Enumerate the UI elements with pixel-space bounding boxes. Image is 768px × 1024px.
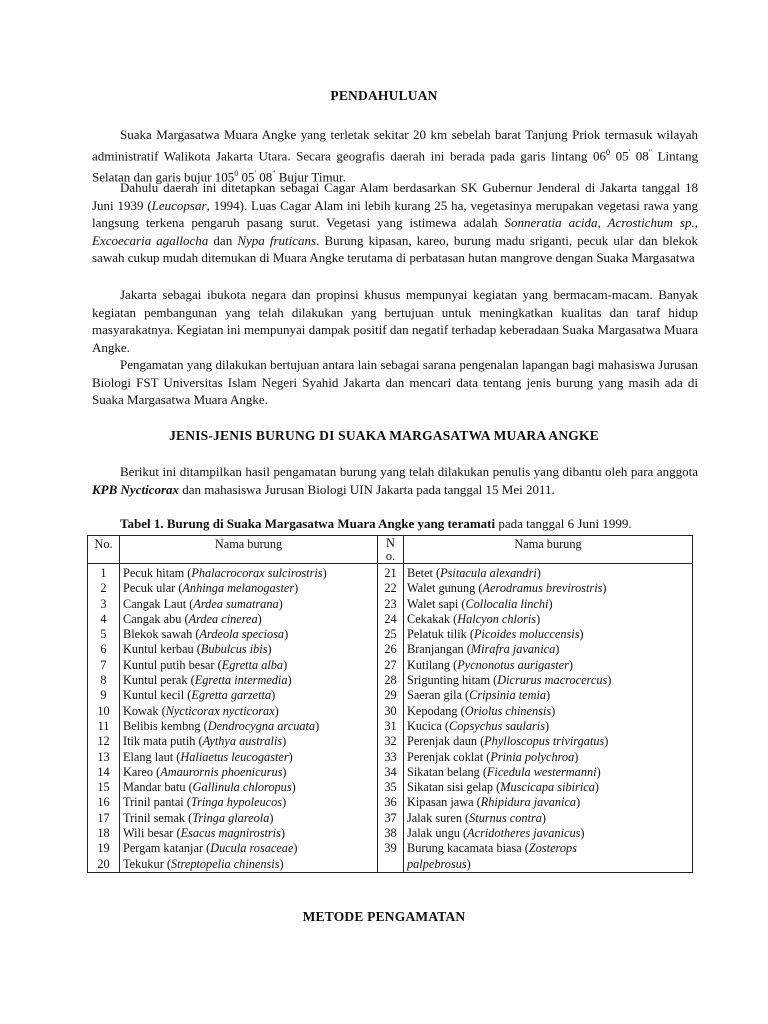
bird-entry: Cekakak (Halcyon chloris) [407, 611, 541, 626]
bird-entry: Kuntul kecil (Egretta garzetta) [123, 688, 276, 703]
header-nama-burung: Nama burung [120, 536, 378, 564]
row-number: 22 [384, 581, 397, 596]
row-number: 29 [384, 688, 397, 703]
bird-entry: Mandar batu (Gallinula chloropus) [123, 780, 296, 795]
row-number: 9 [100, 688, 107, 703]
row-number: 31 [384, 718, 397, 733]
row-number: 5 [100, 627, 107, 642]
row-number: 6 [100, 642, 107, 657]
intro-paragraph-2: Dahulu daerah ini ditetapkan sebagai Cagar Alam berdasarkan SK Gubernur Jenderal di Jakarta tanggal 18 Juni 1939 (Leucopsar, 1994). Luas Cagar Alam ini lebih kurang 25 ha, vegetasinya merupakan vegetasi rawa yang langsung terkena pengaruh pasang surut. Vegetasi yang istimewa adalah Sonneratia acida, Acrostichum sp., Excoecaria agallocha dan Nypa fruticans. Burung kipasan, kareo, burung madu sriganti, pecuk ular dan blekok sawah cukup mudah ditemukan di Muara Angke terutama di perbatasan hutan mangrove dengan Suaka Margasatwa [92, 180, 699, 266]
bird-entry: Saeran gila (Cripsinia temia) [407, 688, 551, 703]
header-no: No. [88, 536, 120, 564]
row-number: 10 [97, 703, 110, 718]
row-number: 24 [384, 611, 397, 626]
right-number-column [378, 564, 404, 873]
row-number: 11 [97, 718, 110, 733]
row-number: 14 [97, 764, 110, 779]
row-number: 12 [97, 734, 110, 749]
table-body-row [88, 564, 693, 873]
intro-paragraph-1: Suaka Margasatwa Muara Angke yang terletak sekitar 20 km sebelah barat Tanjung Priok termasuk wilayah administratif Walikota Jakarta Utara. Secara geografis daerah ini berada pada garis lintang $06^0$ 05' 08" Lintang Selatan dan garis bujur $105^0$ 05' 08" Bujur Timur. [92, 127, 699, 184]
table-header-row [88, 536, 693, 564]
row-number: 37 [384, 810, 397, 825]
bird-entry: Sikatan belang (Ficedula westermanni) [407, 764, 601, 779]
bird-entry: Wili besar (Esacus magnirostris) [123, 826, 285, 841]
row-number: 7 [100, 657, 107, 672]
bird-entry: Srigunting hitam (Dicrurus macrocercus) [407, 673, 612, 688]
intro-paragraph-4: Pengamatan yang dilakukan bertujuan antara lain sebagai sarana pengenalan lapangan bagi mahasiswa Jurusan Biologi FST Universitas Islam Negeri Syahid Jakarta dan mencari data tentang jenis burung yang masih ada di Suaka Margasatwa Muara Angke. [92, 357, 698, 408]
bird-entry: Branjangan (Mirafra javanica) [407, 642, 560, 657]
row-number: 25 [384, 627, 397, 642]
row-number: 13 [97, 749, 110, 764]
row-number: 33 [384, 749, 397, 764]
bird-entry: Cangak Laut (Ardea sumatrana) [123, 596, 283, 611]
row-number: 8 [100, 673, 107, 688]
bird-entry-continuation: palpebrosus) [407, 856, 471, 871]
bird-entry: Kuntul perak (Egretta intermedia) [123, 673, 292, 688]
row-number: 1 [100, 566, 107, 580]
bird-entry: Trinil pantai (Tringa hypoleucos) [123, 795, 287, 810]
right-name-column [404, 564, 693, 873]
bird-entry: Kipasan jawa (Rhipidura javanica) [407, 795, 581, 810]
bird-entry: Pecuk hitam (Phalacrocorax sulcirostris) [123, 566, 327, 580]
bird-entry: Tekukur (Streptopelia chinensis) [123, 856, 284, 871]
row-number: 38 [384, 826, 397, 841]
row-number: 34 [384, 764, 397, 779]
bird-entry: Jalak ungu (Acridotheres javanicus) [407, 826, 585, 841]
row-number: 19 [97, 841, 110, 856]
heading-metode-pengamatan: METODE PENGAMATAN [302, 909, 466, 924]
row-number: 39 [384, 841, 397, 856]
bird-entry: Jalak suren (Sturnus contra) [407, 810, 547, 825]
bird-entry: Kutilang (Pycnonotus aurigaster) [407, 657, 574, 672]
bird-entry: Belibis kembng (Dendrocygna arcuata) [123, 718, 320, 733]
bird-entry: Perenjak coklat (Prinia polychroa) [407, 749, 579, 764]
bird-entry: Pergam katanjar (Ducula rosaceae) [123, 841, 298, 856]
row-number: 35 [384, 780, 397, 795]
heading-pendahuluan: PENDAHULUAN [330, 88, 438, 103]
bird-entry: Sikatan sisi gelap (Muscicapa sibirica) [407, 780, 599, 795]
row-number: 2 [100, 581, 107, 596]
row-number: 16 [97, 795, 110, 810]
bird-entry: Elang laut (Haliaetus leucogaster) [123, 749, 293, 764]
left-number-column [88, 564, 120, 873]
left-name-column [120, 564, 378, 873]
row-number: 23 [384, 596, 397, 611]
bird-entry: Walet sapi (Collocalia linchi) [407, 596, 553, 611]
bird-entry: Itik mata putih (Aythya australis) [123, 734, 287, 749]
bird-entry: Cangak abu (Ardea cinerea) [123, 611, 262, 626]
row-number: 4 [100, 611, 107, 626]
bird-entry: Pecuk ular (Anhinga melanogaster) [123, 581, 299, 596]
row-number: 28 [384, 673, 397, 688]
bird-entry: Burung kacamata biasa (Zosterops [407, 841, 577, 856]
bird-entry: Kowak (Nycticorax nycticorax) [123, 703, 279, 718]
row-number: 27 [384, 657, 397, 672]
bird-entry: Kucica (Copsychus saularis) [407, 718, 550, 733]
row-number: 15 [97, 780, 110, 795]
row-number: 36 [384, 795, 397, 810]
species-intro-paragraph: Berikut ini ditampilkan hasil pengamatan burung yang telah dilakukan penulis yang dibantu oleh para anggota KPB Nycticorax dan mahasiswa Jurusan Biologi UIN Jakarta pada tanggal 15 Mei 2011. [92, 464, 698, 497]
header-nama-burung-2: Nama burung [404, 536, 693, 564]
bird-entry: Kuntul putih besar (Egretta alba) [123, 657, 288, 672]
row-number: 20 [97, 856, 110, 871]
bird-entry: Blekok sawah (Ardeola speciosa) [123, 627, 289, 642]
row-number: 18 [97, 826, 110, 841]
bird-table [87, 535, 693, 873]
bird-entry: Kareo (Amaurornis phoenicurus) [123, 764, 287, 779]
row-number: 26 [384, 642, 397, 657]
bird-entry: Trinil semak (Tringa glareola) [123, 810, 274, 825]
bird-entry: Kuntul kerbau (Bubulcus ibis) [123, 642, 272, 657]
row-number: 21 [384, 566, 397, 580]
heading-jenis-burung: JENIS-JENIS BURUNG DI SUAKA MARGASATWA MUARA ANGKE [169, 428, 599, 443]
bird-entry: Perenjak daun (Phylloscopus trivirgatus) [407, 734, 609, 749]
bird-entry: Pelatuk tilik (Picoides moluccensis) [407, 627, 584, 642]
intro-paragraph-3: Jakarta sebagai ibukota negara dan propinsi khusus mempunyai kegiatan yang bermacam-macam. Banyak kegiatan pembangunan yang telah dilakukan yang bertujuan untuk meningkatkan kualitas dan taraf hidup masyarakatnya. Kegiatan ini mempunyai dampak positif dan negatif terhadap keberadaan Suaka Margasatwa Muara Angke. [92, 287, 698, 355]
bird-entry: Kepodang (Oriolus chinensis) [407, 703, 556, 718]
row-number: 17 [97, 810, 110, 825]
bird-entry: Betet (Psitacula alexandri) [407, 566, 541, 580]
row-number: 30 [384, 703, 397, 718]
row-number: 3 [100, 596, 107, 611]
table-caption: Tabel 1. Burung di Suaka Margasatwa Muara Angke yang teramati pada tanggal 6 Juni 1999. [120, 516, 632, 531]
bird-entry: Walet gunung (Aerodramus brevirostris) [407, 581, 607, 596]
row-number: 32 [384, 734, 397, 749]
header-no-2: N o. [378, 536, 404, 564]
